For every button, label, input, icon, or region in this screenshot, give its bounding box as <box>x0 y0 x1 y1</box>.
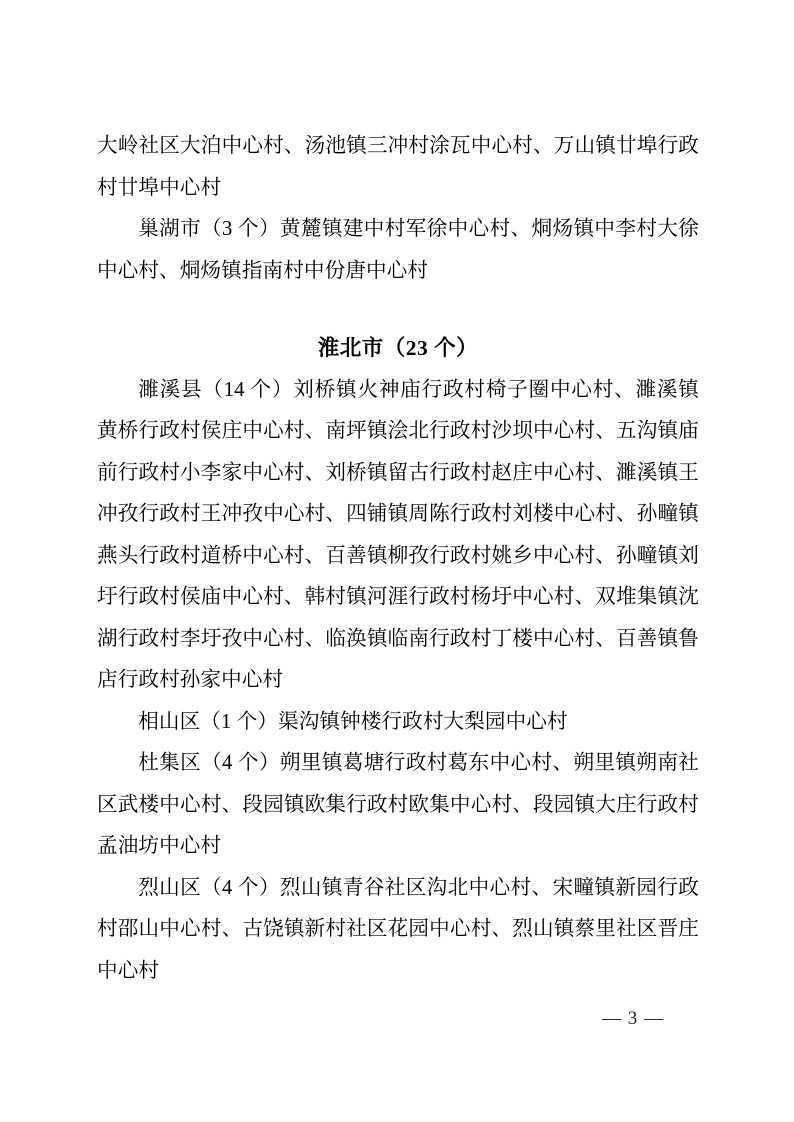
paragraph-xiangshan: 相山区（1 个）渠沟镇钟楼行政村大梨园中心村 <box>138 710 568 733</box>
paragraph-chaohu: 巢湖市（3 个）黄麓镇建中村军徐中心村、烔炀镇中李村大徐中心村、烔炀镇指南村中份唐中心村 <box>97 218 699 282</box>
paragraph-suixi: 濉溪县（14 个）刘桥镇火神庙行政村椅子圈中心村、濉溪镇黄桥行政村侯庄中心村、南坪镇浍北行政村沙坝中心村、五沟镇庙前行政村小李家中心村、刘桥镇留古行政村赵庄中心村、濉溪镇王冲孜行政村王冲孜中心村、四铺镇周陈行政村刘楼中心村、孙疃镇燕头行政村道桥中心村、百善镇柳孜行政村姚乡中心村、孙疃镇刘圩行政村侯庙中心村、韩村镇河涯行政村杨圩中心村、双堆集镇沈湖行政村李圩孜中心村、临涣镇临南行政村丁楼中心村、百善镇鲁店行政村孙家中心村 <box>97 378 699 691</box>
paragraph-continuation: 大岭社区大泊中心村、汤池镇三冲村涂瓦中心村、万山镇廿埠行政村廿埠中心村 <box>97 135 699 199</box>
document-body <box>97 126 699 992</box>
paragraph-duji: 杜集区（4 个）朔里镇葛塘行政村葛东中心村、朔里镇朔南社区武楼中心村、段园镇欧集行政村欧集中心村、段园镇大庄行政村孟油坊中心村 <box>97 752 699 857</box>
paragraph-lieshan: 烈山区（4 个）烈山镇青谷社区沟北中心村、宋疃镇新园行政村邵山中心村、古饶镇新村社区花园中心村、烈山镇蔡里社区晋庄中心村 <box>97 876 699 982</box>
page-number: — 3 — <box>602 1008 664 1029</box>
section-heading-huaibei: 淮北市（23 个） <box>317 336 479 360</box>
